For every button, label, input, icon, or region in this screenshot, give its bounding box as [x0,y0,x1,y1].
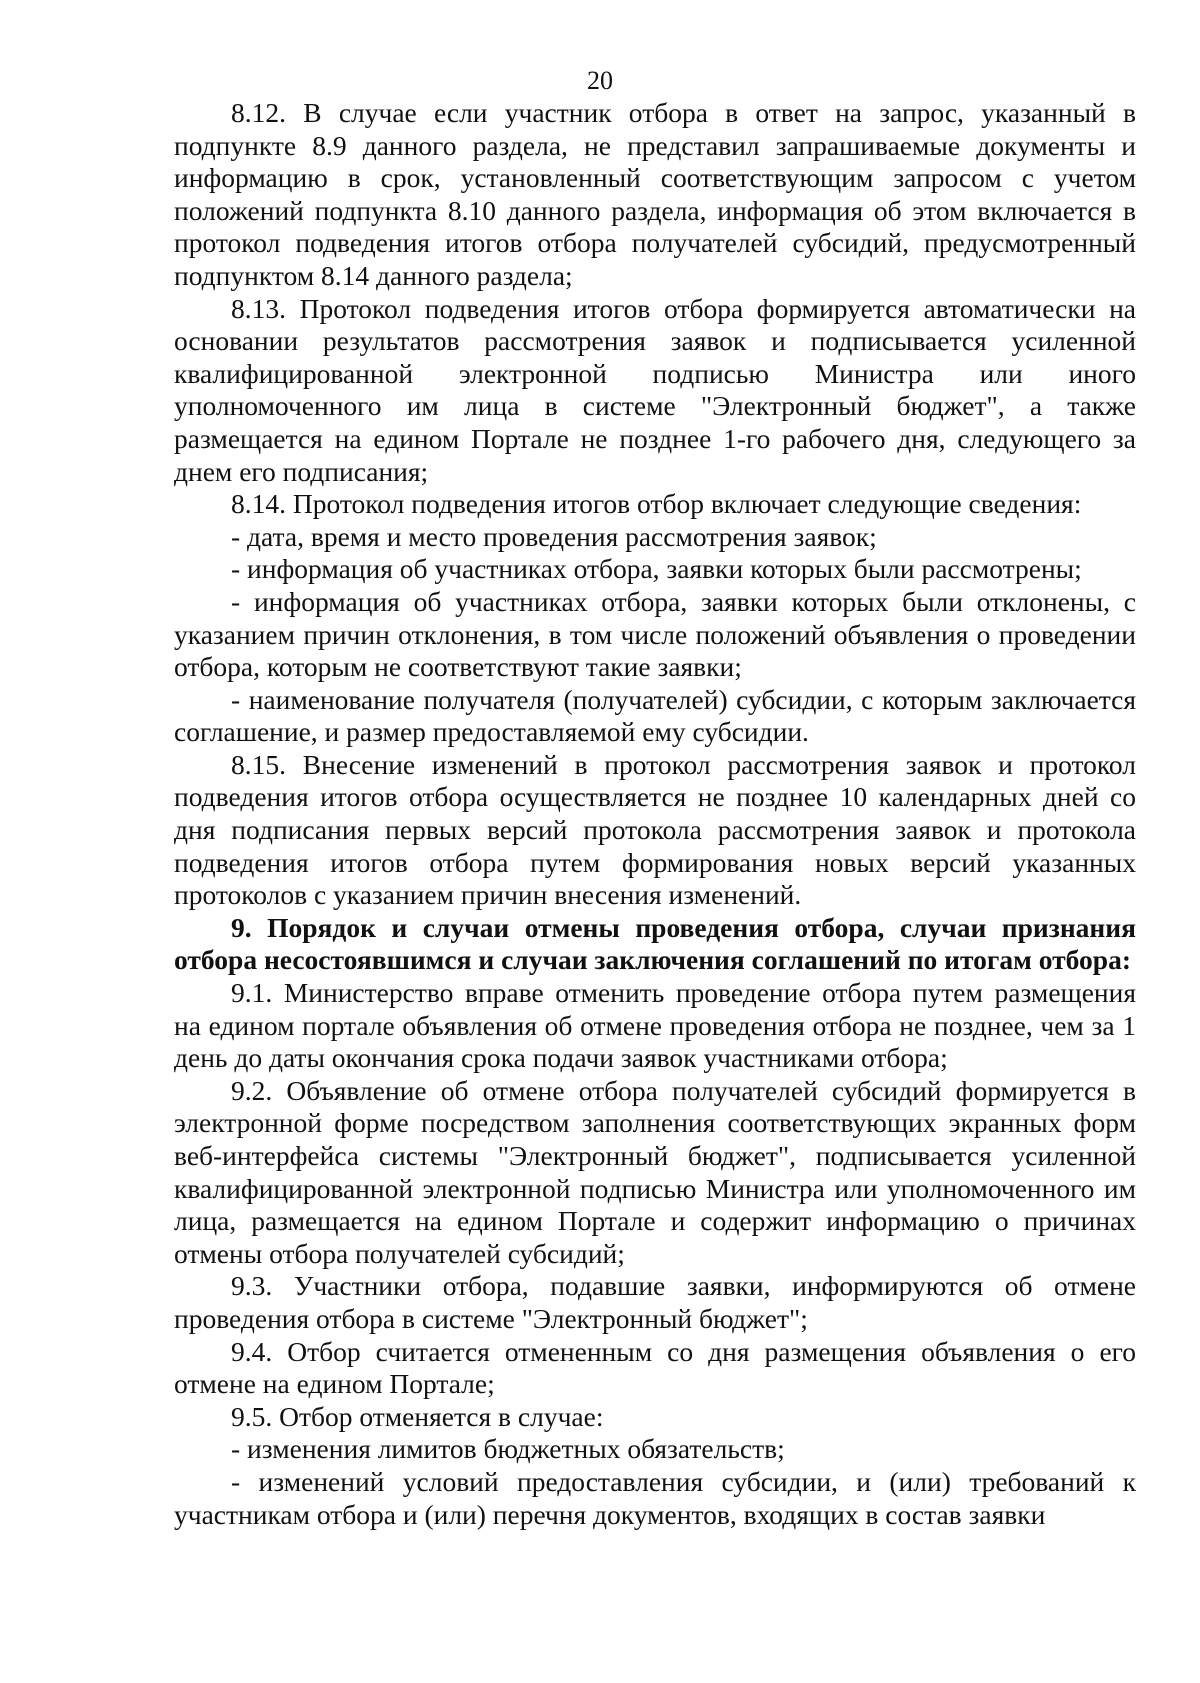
document-body [174,97,1136,1531]
paragraph-8-15: 8.15. Внесение изменений в протокол рассмотрения заявок и протокол подведения итогов отбора осуществляется не позднее 10 календарных дней со дня подписания первых версий протокола рассмотрения заявок и протокола подведения итогов отбора путем формирования новых версий указанных протоколов с указанием причин внесения изменений. [174,748,1136,911]
section-9-heading: 9. Порядок и случаи отмены проведения отбора, случаи признания отбора несостоявшимся и случаи заключения соглашений по итогам отбора: [174,911,1136,976]
list-item: - информация об участниках отбора, заявки которых были отклонены, с указанием причин отклонения, в том числе положений объявления о проведении отбора, которым не соответствуют такие заявки; [174,585,1136,683]
paragraph-8-13: 8.13. Протокол подведения итогов отбора формируется автоматически на основании результатов рассмотрения заявок и подписывается усиленной квалифицированной электронной подписью Министра или иного уполномоченного им лица в системе "Электронный бюджет", а также размещается на едином Портале не позднее 1-го рабочего дня, следующего за днем его подписания; [174,292,1136,487]
paragraph-9-4: 9.4. Отбор считается отмененным со дня размещения объявления о его отмене на едином Портале; [174,1335,1136,1400]
list-item: - изменений условий предоставления субсидии, и (или) требований к участникам отбора и (или) перечня документов, входящих в состав заявки [174,1465,1136,1530]
paragraph-9-5: 9.5. Отбор отменяется в случае: [231,1400,604,1432]
paragraph-9-3: 9.3. Участники отбора, подавшие заявки, информируются об отмене проведения отбора в системе "Электронный бюджет"; [174,1270,1136,1334]
paragraph-9-2: 9.2. Объявление об отмене отбора получателей субсидий формируется в электронной форме посредством заполнения соответствующих экранных форм веб-интерфейса системы "Электронный бюджет", подписывается усиленной квалифицированной электронной подписью Министра или уполномоченного им лица, размещается на едином Портале и содержит информацию о причинах отмены отбора получателей субсидий; [174,1074,1136,1269]
paragraph-9-1: 9.1. Министерство вправе отменить проведение отбора путем размещения на едином портале объявления об отмене проведения отбора не позднее, чем за 1 день до даты окончания срока подачи заявок участниками отбора; [174,977,1136,1074]
list-item: - дата, время и место проведения рассмотрения заявок; [231,520,877,552]
paragraph-8-12: 8.12. В случае если участник отбора в ответ на запрос, указанный в подпункте 8.9 данного раздела, не представил запрашиваемые документы и информацию в срок, установленный соответствующим запросом с учетом положений подпункта 8.10 данного раздела, информация об этом включается в протокол подведения итогов отбора получателей субсидий, предусмотренный подпунктом 8.14 данного раздела; [174,97,1136,291]
list-item: - изменения лимитов бюджетных обязательств; [231,1433,785,1465]
paragraph-8-14: 8.14. Протокол подведения итогов отбор включает следующие сведения: [231,488,1082,520]
list-item: - информация об участниках отбора, заявки которых были рассмотрены; [231,553,1082,585]
page-number: 20 [587,66,613,95]
list-item: - наименование получателя (получателей) субсидии, с которым заключается соглашение, и размер предоставляемой ему субсидии. [174,683,1136,748]
